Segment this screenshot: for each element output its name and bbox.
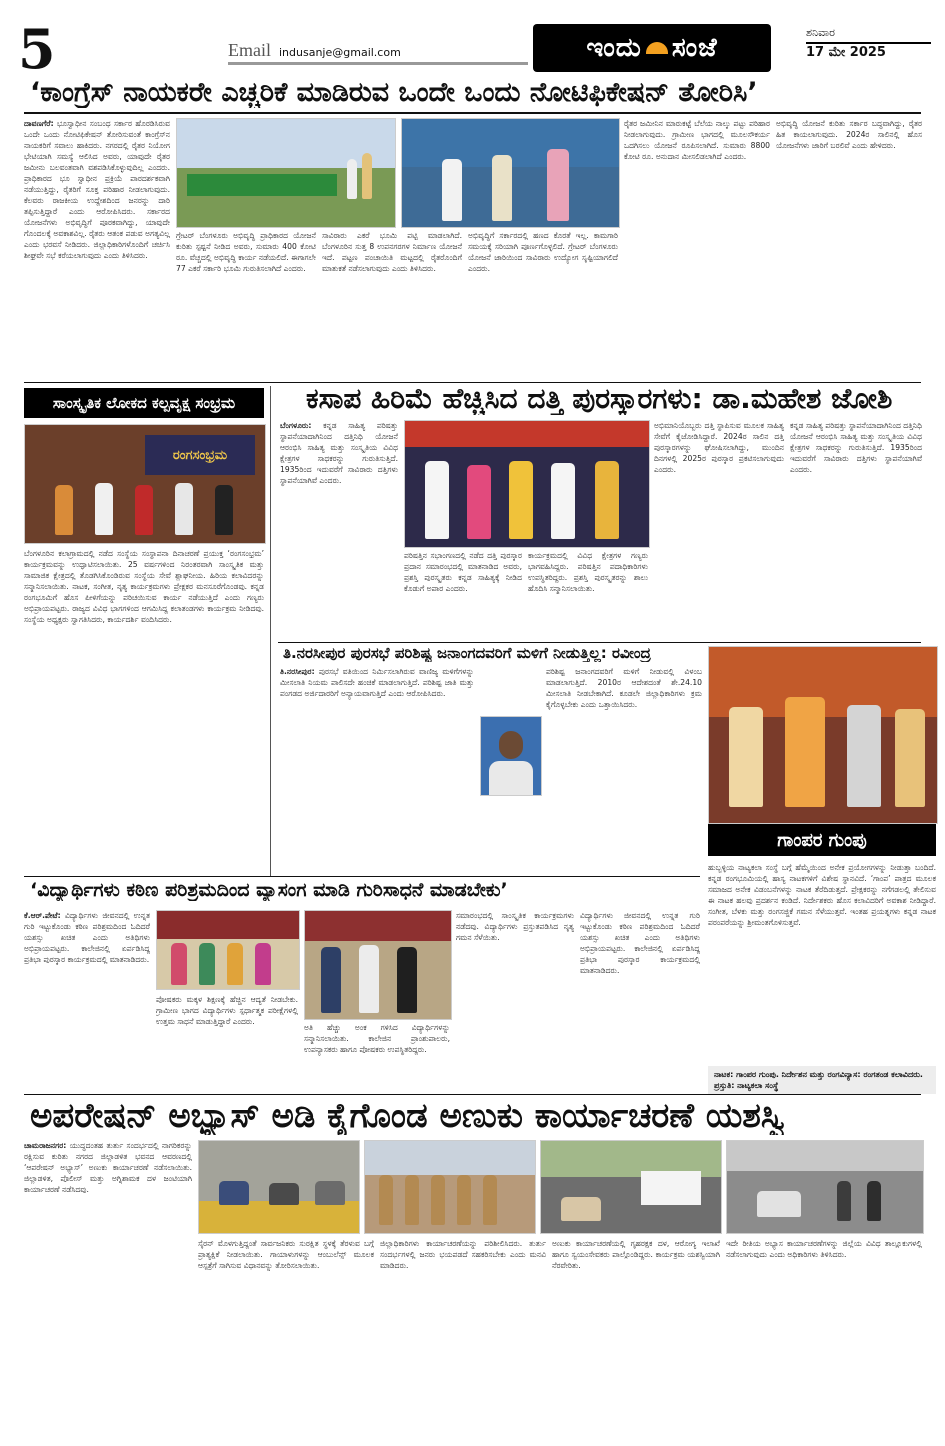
newspaper-logo bbox=[533, 24, 771, 72]
headline-kalpavruksha: ಸಾಂಸ್ಕೃತಿಕ ಲೋಕದ ಕಲ್ಪವೃಕ್ಷ ಸಂಭ್ರಮ bbox=[24, 388, 264, 418]
person-figure bbox=[171, 943, 187, 985]
congress-text-1: ಭೂಸ್ವಾಧೀನ ಸಂಬಂಧ ಸರ್ಕಾರ ಹೊರಡಿಸಿರುವ ಒಂದೇ ಒಂದು ನೋಟಿಫಿಕೇಷನ್ ತೋರಿಸುವಂತೆ ಕಾಂಗ್ರೆಸ್‌ನ ನಾಯಕರಿಗೆ ಸವಾಲು ಹಾಕಿದರು. ನಗರದಲ್ಲಿ ರೈತರ ನಿಯೋಗ ಭೇಟಿಯಾಗಿ ಸಮಸ್ಯೆ ಆಲಿಸಿದ ಅವರು, ಯಾವುದೇ ರೈತರ ಜಮೀನು ಬಲವಂತವಾಗಿ ವಶಪಡಿಸಿಕೊಳ್ಳುವುದಿಲ್ಲ ಎಂದರು. ಪ್ರಾಧಿಕಾರದ ಭೂ ಸ್ವಾಧೀನ ಪ್ರಕ್ರಿಯೆ ಪಾರದರ್ಶಕವಾಗಿ ನಡೆಯುತ್ತಿದ್ದು, ರೈತರಿಗೆ ಸೂಕ್ತ ಪರಿಹಾರ ನೀಡಲಾಗುವುದು. ಕೆಲವರು ರಾಜಕೀಯ ಉದ್ದೇಶದಿಂದ ಜನರನ್ನು ದಾರಿ ತಪ್ಪಿಸುತ್ತಿದ್ದಾರೆ ಎಂದು ಆರೋಪಿಸಿದರು. ಸರ್ಕಾರದ ಯೋಜನೆಗಳು ಅಭಿವೃದ್ಧಿಗೆ ಪೂರಕವಾಗಿದ್ದು, ಯಾವುದೇ ಗೊಂದಲಕ್ಕೆ ಅವಕಾಶವಿಲ್ಲ. ರೈತರು ಆತಂಕ ಪಡುವ ಅಗತ್ಯವಿಲ್ಲ ಎಂದು ಭರವಸೆ ನೀಡಿದರು. ಜಿಲ್ಲಾಧಿಕಾರಿಗಳೊಂದಿಗೆ ಚರ್ಚಿಸಿ ಶೀಘ್ರವೇ ಸಭೆ ಕರೆಯಲಾಗುವುದು ಎಂದು ತಿಳಿಸಿದರು. bbox=[24, 119, 170, 260]
police-figure bbox=[431, 1175, 445, 1225]
police-figure bbox=[405, 1175, 419, 1225]
operation-col-5: ಇದೇ ರೀತಿಯ ಅಭ್ಯಾಸ ಕಾರ್ಯಾಚರಣೆಗಳನ್ನು ಜಿಲ್ಲೆಯ ವಿವಿಧ ತಾಲ್ಲೂಕುಗಳಲ್ಲಿ ನಡೆಸಲಾಗುವುದು ಎಂದು ಅಧಿಕಾರಿಗಳು ತಿಳಿಸಿದರು. bbox=[726, 1239, 922, 1259]
gampara-play-photo bbox=[708, 646, 938, 824]
headline-operation: ಅಪರೇಷನ್ ಅಭ್ಯಾಸ್ ಅಡಿ ಕೈಗೊಂಡ ಅಣುಕು ಕಾರ್ಯಾಚರಣೆ ಯಶಸ್ವಿ bbox=[30, 1098, 786, 1136]
headline-kasapa: ಕಸಾಪ ಹಿರಿಮೆ ಹೆಚ್ಚಿಸಿದ ದತ್ತಿ ಪುರಸ್ಕಾರಗಳು: ಡಾ.ಮಹೇಶ ಜೋಶಿ bbox=[306, 384, 893, 415]
page-number: 5 bbox=[18, 17, 56, 81]
operation-col-1 bbox=[24, 1140, 192, 1440]
operation-col-4: ಅಣುಕು ಕಾರ್ಯಾಚರಣೆಯಲ್ಲಿ ಗೃಹರಕ್ಷಕ ದಳ, ಆರೋಗ್ಯ ಇಲಾಖೆ ಹಾಗೂ ಸ್ವಯಂಸೇವಕರು ಪಾಲ್ಗೊಂಡಿದ್ದರು. ಕಾರ್ಯಕ್ರಮ ಯಶಸ್ವಿಯಾಗಿ ನೆರವೇರಿತು. bbox=[552, 1239, 720, 1270]
divider bbox=[24, 382, 921, 383]
person-figure bbox=[425, 461, 449, 539]
vidyarthi-col-1 bbox=[24, 910, 150, 1094]
person-figure bbox=[219, 1181, 249, 1205]
kasapa-text-1: ಕನ್ನಡ ಸಾಹಿತ್ಯ ಪರಿಷತ್ತು ಸ್ಥಾಪನೆಯಾದಾಗಿನಿಂದ ದತ್ತಿನಿಧಿ ಯೋಜನೆ ಆರಂಭಿಸಿ ಸಾಹಿತ್ಯ ಮತ್ತು ಸಂಸ್ಕೃತಿಯ ವಿವಿಧ ಕ್ಷೇತ್ರಗಳ ಸಾಧಕರನ್ನು ಗುರುತಿಸುತ್ತಿದೆ. 1935ರಿಂದ ಇದುವರೆಗೆ ಸಾವಿರಾರು ದತ್ತಿಗಳು ಸ್ಥಾಪನೆಯಾಗಿವೆ ಎಂದರು. bbox=[280, 421, 398, 485]
headline-narasipura: ತಿ.ನರಸೀಪುರ ಪುರಸಭೆ ಪರಿಶಿಷ್ಟ ಜನಾಂಗದವರಿಗೆ ಮಳಿಗೆ ನೀಡುತ್ತಿಲ್ಲ: ರವೀಂದ್ರ bbox=[283, 645, 651, 662]
actor-figure bbox=[847, 705, 881, 807]
headline-congress: ‘ಕಾಂಗ್ರೆಸ್ ನಾಯಕರೇ ಎಚ್ಚರಿಕೆ ಮಾಡಿರುವ ಒಂದೇ ಒಂದು ನೋಟಿಫಿಕೇಷನ್ ತೋರಿಸಿ’ bbox=[30, 78, 758, 108]
congress-col-6: ಅಭಿವೃದ್ಧಿ ಯೋಜನೆ ಕುರಿತು ಸರ್ಕಾರ ಬದ್ಧವಾಗಿದ್ದು, ರೈತರ ಹಿತ ಕಾಯಲಾಗುವುದು. 2024ರ ಸಾಲಿನಲ್ಲಿ ಹೊಸ ಯೋಜನೆಗಳು ಜಾರಿಗೆ ಬರಲಿವೆ ಎಂದು ಹೇಳಿದರು. bbox=[776, 119, 922, 150]
gampara-text: ಹುಬ್ಬಳ್ಳಿಯ ನಾಟ್ಯಕಲಾ ಸಂಸ್ಥೆ ಬಗ್ಗೆ ಹೆಮ್ಮೆಯಿಂದ ಅನೇಕ ಪ್ರಯೋಗಗಳನ್ನು ನೀಡುತ್ತಾ ಬಂದಿದೆ. ಕನ್ನಡ ರಂಗಭೂಮಿಯಲ್ಲಿ ಹಾಸ್ಯ ನಾಟಕಗಳಿಗೆ ವಿಶೇಷ ಸ್ಥಾನವಿದೆ. ‘ಗಾಂಪ’ ಪಾತ್ರದ ಮೂಲಕ ಸಮಾಜದ ಅನೇಕ ವಿಡಂಬನೆಗಳನ್ನು ನಾಟಕ ತೆರೆದಿಡುತ್ತದೆ. ಪ್ರೇಕ್ಷಕರನ್ನು ನಗೆಗಡಲಲ್ಲಿ ತೇಲಿಸುವ ಈ ನಾಟಕ ಹಲವು ಪ್ರದರ್ಶನ ಕಂಡಿದೆ. ನಿರ್ದೇಶಕರು ಹೊಸ ಕಲಾವಿದರಿಗೆ ಅವಕಾಶ ನೀಡಿದ್ದಾರೆ. ಸಂಗೀತ, ಬೆಳಕು ಮತ್ತು ರಂಗಸಜ್ಜಿಕೆ ಗಮನ ಸೆಳೆಯುತ್ತವೆ. ಇಂತಹ ಪ್ರಯತ್ನಗಳು ಕನ್ನಡ ನಾಟಕ ಪರಂಪರೆಯನ್ನು ಶ್ರೀಮಂತಗೊಳಿಸುತ್ತವೆ. bbox=[708, 863, 936, 927]
dateline: ಬೆಂಗಳೂರು: bbox=[280, 421, 312, 430]
person-figure bbox=[347, 159, 357, 199]
congress-col-4: ಅಭಿವೃದ್ಧಿಗೆ ಸರ್ಕಾರದಲ್ಲಿ ಹಣದ ಕೊರತೆ ಇಲ್ಲ. ಕಾಮಗಾರಿ ಸಮಯಕ್ಕೆ ಸರಿಯಾಗಿ ಪೂರ್ಣಗೊಳ್ಳಲಿದೆ. ಗ್ರೇಟರ್ ಬೆಂಗಳೂರು ಯೋಜನೆ ಜಾರಿಯಿಂದ ಸಾವಿರಾರು ಉದ್ಯೋಗ ಸೃಷ್ಟಿಯಾಗಲಿದೆ ಎಂದರು. bbox=[468, 231, 618, 273]
vidyarthi-guests-photo bbox=[304, 910, 452, 1020]
person-figure bbox=[321, 947, 341, 1013]
operation-col-3: ಜಿಲ್ಲಾಧಿಕಾರಿಗಳು ಕಾರ್ಯಾಚರಣೆಯನ್ನು ಪರಿಶೀಲಿಸಿದರು. ತುರ್ತು ಸಂದರ್ಭಗಳಲ್ಲಿ ಜನರು ಭಯಪಡದೆ ಸಹಕರಿಸಬೇಕು ಎಂದು ಮನವಿ ಮಾಡಿದರು. bbox=[380, 1239, 546, 1270]
ground-mats bbox=[199, 1201, 359, 1233]
person-figure bbox=[227, 943, 243, 985]
column-divider bbox=[270, 386, 271, 876]
vidyarthi-group-photo bbox=[156, 910, 300, 990]
congress-col-3: ಸಾವಿರಾರು ಎಕರೆ ಭೂಮಿ ಪಟ್ಟಿ ಮಾಡಲಾಗಿದೆ. ಬೆಂಗಳೂರಿನ ಸುತ್ತ 8 ಉಪನಗರಗಳ ನಿರ್ಮಾಣ ಯೋಜನೆ ಇದೆ. ಪಟ್ಟಣ ಪಂಚಾಯಿತಿ ಮಟ್ಟದಲ್ಲಿ ರೈತರೊಂದಿಗೆ ಮಾತುಕತೆ ನಡೆಸಲಾಗುವುದು ಎಂದು ತಿಳಿಸಿದರು. bbox=[322, 231, 462, 273]
email-label: Email bbox=[228, 40, 271, 60]
kasapa-col-5: ಕನ್ನಡ ಸಾಹಿತ್ಯ ಪರಿಷತ್ತು ಸ್ಥಾಪನೆಯಾದಾಗಿನಿಂದ ದತ್ತಿನಿಧಿ ಯೋಜನೆ ಆರಂಭಿಸಿ ಸಾಹಿತ್ಯ ಮತ್ತು ಸಂಸ್ಕೃತಿಯ ವಿವಿಧ ಕ್ಷೇತ್ರಗಳ ಸಾಧಕರನ್ನು ಗುರುತಿಸುತ್ತಿದೆ. 1935ರಿಂದ ಇದುವರೆಗೆ ಸಾವಿರಾರು ದತ್ತಿಗಳು ಸ್ಥಾಪನೆಯಾಗಿವೆ ಎಂದರು. bbox=[790, 421, 922, 474]
photo-sky bbox=[365, 1141, 535, 1175]
stage-banner bbox=[157, 911, 299, 939]
headline-gampara: ಗಾಂಪರ ಗುಂಪು bbox=[708, 824, 936, 856]
person-figure bbox=[547, 149, 569, 221]
photo-building bbox=[727, 1141, 923, 1171]
vidyarthi-col-5: ವಿದ್ಯಾರ್ಥಿಗಳು ಜೀವನದಲ್ಲಿ ಉನ್ನತ ಗುರಿ ಇಟ್ಟುಕೊಂಡು ಕಠಿಣ ಪರಿಶ್ರಮದಿಂದ ಓದಿದರೆ ಯಶಸ್ಸು ಖಚಿತ ಎಂದು ಅತಿಥಿಗಳು ಅಭಿಪ್ರಾಯಪಟ್ಟರು. ಕಾಲೇಜಿನಲ್ಲಿ ಏರ್ಪಡಿಸಿದ್ದ ಪ್ರತಿಭಾ ಪುರಸ್ಕಾರ ಕಾರ್ಯಕ್ರಮದಲ್ಲಿ ಮಾತನಾಡಿದರು. bbox=[580, 911, 700, 975]
shirt bbox=[489, 761, 533, 795]
casualty-figure bbox=[561, 1197, 601, 1221]
logo-right: ಸಂಜೆ bbox=[671, 32, 718, 63]
dateline: ತಿ.ನರಸೀಪುರ: bbox=[280, 667, 315, 676]
police-figure bbox=[379, 1175, 393, 1225]
vidyarthi-col-4: ಸಮಾರಂಭದಲ್ಲಿ ಸಾಂಸ್ಕೃತಿಕ ಕಾರ್ಯಕ್ರಮಗಳು ನಡೆದವು. ವಿದ್ಯಾರ್ಥಿಗಳು ಪ್ರಸ್ತುತಪಡಿಸಿದ ನೃತ್ಯ ಗಮನ ಸೆಳೆಯಿತು. bbox=[456, 911, 574, 942]
kasapa-col-2: ಪರಿಷತ್ತಿನ ಸಭಾಂಗಣದಲ್ಲಿ ನಡೆದ ದತ್ತಿ ಪುರಸ್ಕಾರ ಪ್ರದಾನ ಸಮಾರಂಭದಲ್ಲಿ ಮಾತನಾಡಿದ ಅವರು, ಪ್ರಶಸ್ತಿ ಪುರಸ್ಕೃತರು ಕನ್ನಡ ಸಾಹಿತ್ಯಕ್ಕೆ ನೀಡಿದ ಕೊಡುಗೆ ಅಪಾರ ಎಂದರು. bbox=[404, 551, 522, 593]
stage-banner: ರಂಗಸಂಭ್ರಮ bbox=[145, 435, 255, 475]
person-figure bbox=[509, 461, 533, 539]
divider bbox=[24, 876, 700, 877]
narasipura-col-2: ಪರಿಶಿಷ್ಟ ಜನಾಂಗದವರಿಗೆ ಮಳಿಗೆ ನೀಡುವಲ್ಲಿ ವಿಳಂಬ ಮಾಡಲಾಗುತ್ತಿದೆ. 2010ರ ಆದೇಶದಂತೆ ಶೇ.24.10 ಮೀಸಲಾತಿ ನೀಡಬೇಕಾಗಿದೆ. ಕೂಡಲೇ ಜಿಲ್ಲಾಧಿಕಾರಿಗಳು ಕ್ರಮ ಕೈಗೊಳ್ಳಬೇಕು ಎಂದು ಒತ್ತಾಯಿಸಿದರು. bbox=[546, 667, 702, 709]
sun-icon bbox=[646, 42, 668, 54]
person-figure bbox=[55, 485, 73, 535]
protest-banner bbox=[187, 174, 337, 196]
person-figure bbox=[867, 1181, 881, 1221]
date-box bbox=[806, 26, 931, 60]
congress-event-photo bbox=[401, 118, 620, 228]
person-figure bbox=[199, 943, 215, 985]
person-figure bbox=[467, 465, 491, 539]
kasapa-col-1 bbox=[280, 420, 398, 640]
actor-figure bbox=[729, 707, 763, 807]
operation-col-2: ಸೈರನ್ ಮೊಳಗುತ್ತಿದ್ದಂತೆ ಸಾರ್ವಜನಿಕರು ಸುರಕ್ಷಿತ ಸ್ಥಳಕ್ಕೆ ತೆರಳುವ ಬಗ್ಗೆ ಪ್ರಾತ್ಯಕ್ಷಿಕೆ ನೀಡಲಾಯಿತು. ಗಾಯಾಳುಗಳನ್ನು ಆಂಬುಲೆನ್ಸ್ ಮೂಲಕ ಆಸ್ಪತ್ರೆಗೆ ಸಾಗಿಸುವ ವಿಧಾನವನ್ನು ತೋರಿಸಲಾಯಿತು. bbox=[198, 1239, 374, 1270]
police-figure bbox=[457, 1175, 471, 1225]
logo-left: ಇಂದು bbox=[586, 32, 642, 63]
email-rule bbox=[228, 62, 528, 65]
congress-col-1 bbox=[24, 118, 170, 380]
divider bbox=[24, 112, 921, 114]
actor-figure bbox=[895, 709, 925, 807]
kasapa-col-3: ಕಾರ್ಯಕ್ರಮದಲ್ಲಿ ವಿವಿಧ ಕ್ಷೇತ್ರಗಳ ಗಣ್ಯರು ಭಾಗವಹಿಸಿದ್ದರು. ಪರಿಷತ್ತಿನ ಪದಾಧಿಕಾರಿಗಳು ಉಪಸ್ಥಿತರಿದ್ದರು. ಪ್ರಶಸ್ತಿ ಪುರಸ್ಕೃತರನ್ನು ಶಾಲು ಹೊದಿಸಿ ಸನ್ಮಾನಿಸಲಾಯಿತು. bbox=[528, 551, 648, 593]
person-figure bbox=[837, 1181, 851, 1221]
congress-rally-photo bbox=[176, 118, 396, 228]
kalpavruksha-stage-photo bbox=[24, 424, 266, 544]
drill-photo-4 bbox=[726, 1140, 924, 1234]
weekday: ಶನಿವಾರ bbox=[806, 26, 835, 39]
person-figure bbox=[397, 947, 417, 1013]
kalpavruksha-text: ಬೆಂಗಳೂರಿನ ಕಲಾಗ್ರಾಮದಲ್ಲಿ ನಡೆದ ಸಂಸ್ಥೆಯ ಸಂಸ್ಥಾಪನಾ ದಿನಾಚರಣೆ ಪ್ರಯುಕ್ತ ‘ರಂಗಸಂಭ್ರಮ’ ಕಾರ್ಯಕ್ರಮವನ್ನು ಉದ್ಘಾಟಿಸಲಾಯಿತು. 25 ವರ್ಷಗಳಿಂದ ನಿರಂತರವಾಗಿ ಸಾಂಸ್ಕೃತಿಕ ಮತ್ತು ಸಾಮಾಜಿಕ ಕ್ಷೇತ್ರದಲ್ಲಿ ತೊಡಗಿಸಿಕೊಂಡಿರುವ ಸಂಸ್ಥೆಯ ಸೇವೆ ಶ್ಲಾಘನೀಯ. ಹಿರಿಯ ಕಲಾವಿದರನ್ನು ಸನ್ಮಾನಿಸಲಾಯಿತು. ನಾಟಕ, ಸಂಗೀತ, ನೃತ್ಯ ಕಾರ್ಯಕ್ರಮಗಳು ಪ್ರೇಕ್ಷಕರ ಮನಸೂರೆಗೊಂಡವು. ಕನ್ನಡ ರಂಗಭೂಮಿಗೆ ಹೊಸ ಪೀಳಿಗೆಯನ್ನು ಪರಿಚಯಿಸುವ ಕಾರ್ಯ ನಡೆಯುತ್ತಿದೆ ಎಂದು ಗಣ್ಯರು ಅಭಿಪ್ರಾಯಪಟ್ಟರು. ರಾಜ್ಯದ ವಿವಿಧ ಭಾಗಗಳಿಂದ ಆಗಮಿಸಿದ್ದ ಕಲಾತಂಡಗಳು ಕಾರ್ಯಕ್ರಮ ನೀಡಿದವು. ಸಂಸ್ಥೆಯ ಅಧ್ಯಕ್ಷರು ಸ್ವಾಗತಿಸಿದರು, ಕಾರ್ಯದರ್ಶಿ ವಂದಿಸಿದರು. bbox=[24, 549, 264, 624]
dateline: ಚಾಮರಾಜನಗರ: bbox=[24, 1141, 67, 1150]
headline-vidyarthi: ‘ವಿದ್ಯಾರ್ಥಿಗಳು ಕಠಿಣ ಪರಿಶ್ರಮದಿಂದ ವ್ಯಾಸಂಗ ಮಾಡಿ ಗುರಿಸಾಧನೆ ಮಾಡಬೇಕು’ bbox=[30, 880, 508, 901]
drill-photo-2 bbox=[364, 1140, 536, 1234]
face bbox=[499, 731, 523, 759]
person-figure bbox=[135, 485, 153, 535]
casualty-figure bbox=[757, 1191, 801, 1217]
divider bbox=[24, 1094, 921, 1095]
person-figure bbox=[215, 485, 233, 535]
congress-col-5: ರೈತರ ಜಮೀನಿನ ಮಾರುಕಟ್ಟೆ ಬೆಲೆಯ ನಾಲ್ಕು ಪಟ್ಟು ಪರಿಹಾರ ನೀಡಲಾಗುವುದು. ಗ್ರಾಮೀಣ ಭಾಗದಲ್ಲಿ ಮೂಲಸೌಕರ್ಯ ಒದಗಿಸಲು ಯೋಜನೆ ರೂಪಿಸಲಾಗಿದೆ. ಸುಮಾರು 8800 ಕೋಟಿ ರೂ. ಅನುದಾನ ಮೀಸಲಿಡಲಾಗಿದೆ ಎಂದರು. bbox=[624, 119, 770, 161]
person-figure bbox=[95, 483, 113, 535]
person-figure bbox=[175, 483, 193, 535]
person-figure bbox=[492, 155, 512, 221]
email-box bbox=[228, 40, 401, 61]
date-rule bbox=[806, 42, 931, 44]
person-figure bbox=[315, 1181, 345, 1205]
stage-banner bbox=[305, 911, 451, 941]
stage-banner bbox=[405, 421, 649, 447]
person-figure bbox=[255, 943, 271, 985]
congress-col-2: ಗ್ರೇಟರ್ ಬೆಂಗಳೂರು ಅಭಿವೃದ್ಧಿ ಪ್ರಾಧಿಕಾರದ ಯೋಜನೆ ಕುರಿತು ಸ್ಪಷ್ಟನೆ ನೀಡಿದ ಅವರು, ಸುಮಾರು 400 ಕೋಟಿ ರೂ. ವೆಚ್ಚದಲ್ಲಿ ಅಭಿವೃದ್ಧಿ ಕಾರ್ಯ ನಡೆಯಲಿದೆ. ಈಗಾಗಲೇ 77 ಎಕರೆ ಸರ್ಕಾರಿ ಭೂಮಿ ಗುರುತಿಸಲಾಗಿದೆ ಎಂದರು. bbox=[176, 231, 316, 273]
divider bbox=[278, 642, 921, 643]
dateline: ಕೆ.ಆರ್.ಪೇಟೆ: bbox=[24, 911, 61, 920]
vidyarthi-col-3: ಅತಿ ಹೆಚ್ಚು ಅಂಕ ಗಳಿಸಿದ ವಿದ್ಯಾರ್ಥಿಗಳನ್ನು ಸನ್ಮಾನಿಸಲಾಯಿತು. ಕಾಲೇಜಿನ ಪ್ರಾಂಶುಪಾಲರು, ಉಪನ್ಯಾಸಕರು ಹಾಗೂ ಪೋಷಕರು ಉಪಸ್ಥಿತರಿದ್ದರು. bbox=[304, 1023, 450, 1054]
ambulance bbox=[641, 1171, 701, 1205]
email-address[interactable]: indusanje@gmail.com bbox=[279, 46, 401, 59]
person-figure bbox=[442, 159, 462, 221]
narasipura-text-1: ಪುರಸಭೆ ವತಿಯಿಂದ ನಿರ್ಮಿಸಲಾಗಿರುವ ವಾಣಿಜ್ಯ ಮಳಿಗೆಗಳನ್ನು ಮೀಸಲಾತಿ ನಿಯಮ ಪಾಲಿಸದೇ ಹಂಚಿಕೆ ಮಾಡಲಾಗುತ್ತಿದೆ. ಪರಿಶಿಷ್ಟ ಜಾತಿ ಮತ್ತು ಪಂಗಡದ ಅರ್ಜಿದಾರರಿಗೆ ಅನ್ಯಾಯವಾಗುತ್ತಿದೆ ಎಂದು ಆರೋಪಿಸಿದರು. bbox=[280, 667, 474, 698]
gampara-credits: ನಾಟಕ: ಗಾಂಪರ ಗುಂಪು. ನಿರ್ದೇಶನ ಮತ್ತು ರಂಗವಿನ್ಯಾಸ: ರಂಗತಂಡ ಕಲಾವಿದರು. ಪ್ರಸ್ತುತಿ: ನಾಟ್ಯಕಲಾ ಸಂಸ್ಥೆ bbox=[708, 1066, 936, 1094]
person-figure bbox=[359, 945, 379, 1013]
vidyarthi-col-2: ಪೋಷಕರು ಮಕ್ಕಳ ಶಿಕ್ಷಣಕ್ಕೆ ಹೆಚ್ಚಿನ ಆದ್ಯತೆ ನೀಡಬೇಕು. ಗ್ರಾಮೀಣ ಭಾಗದ ವಿದ್ಯಾರ್ಥಿಗಳು ಸ್ಪರ್ಧಾತ್ಮಕ ಪರೀಕ್ಷೆಗಳಲ್ಲಿ ಉತ್ತಮ ಸಾಧನೆ ಮಾಡುತ್ತಿದ್ದಾರೆ ಎಂದರು. bbox=[156, 995, 298, 1026]
vidyarthi-text-1: ವಿದ್ಯಾರ್ಥಿಗಳು ಜೀವನದಲ್ಲಿ ಉನ್ನತ ಗುರಿ ಇಟ್ಟುಕೊಂಡು ಕಠಿಣ ಪರಿಶ್ರಮದಿಂದ ಓದಿದರೆ ಯಶಸ್ಸು ಖಚಿತ ಎಂದು ಅತಿಥಿಗಳು ಅಭಿಪ್ರಾಯಪಟ್ಟರು. ಕಾಲೇಜಿನಲ್ಲಿ ಏರ್ಪಡಿಸಿದ್ದ ಪ್ರತಿಭಾ ಪುರಸ್ಕಾರ ಕಾರ್ಯಕ್ರಮದಲ್ಲಿ ಮಾತನಾಡಿದರು. bbox=[24, 911, 150, 964]
kasapa-col-4: ಅಭಿಮಾನಿಯೊಬ್ಬರು ದತ್ತಿ ಸ್ಥಾಪಿಸುವ ಮೂಲಕ ಸಾಹಿತ್ಯ ಸೇವೆಗೆ ಕೈಜೋಡಿಸಿದ್ದಾರೆ. 2024ರ ಸಾಲಿನ ದತ್ತಿ ಪುರಸ್ಕಾರಗಳನ್ನು ಘೋಷಿಸಲಾಗಿದ್ದು, ಮುಂದಿನ ದಿನಗಳಲ್ಲಿ 2025ರ ಪುರಸ್ಕಾರ ಪ್ರಕಟಿಸಲಾಗುವುದು ಎಂದರು. bbox=[654, 421, 784, 474]
drill-photo-1 bbox=[198, 1140, 360, 1234]
drill-photo-3 bbox=[540, 1140, 722, 1234]
person-figure bbox=[551, 463, 575, 539]
person-figure bbox=[269, 1183, 299, 1205]
actor-figure bbox=[785, 697, 825, 807]
person-figure bbox=[595, 461, 619, 539]
dateline: ದಾವಣಗೆರೆ: bbox=[24, 119, 54, 128]
issue-date: 17 ಮೇ 2025 bbox=[806, 45, 886, 60]
ravindra-portrait bbox=[480, 716, 542, 796]
operation-text-1: ಯುದ್ಧದಂತಹ ತುರ್ತು ಸಂದರ್ಭದಲ್ಲಿ ನಾಗರಿಕರನ್ನು ರಕ್ಷಿಸುವ ಕುರಿತು ನಗರದ ಜಿಲ್ಲಾಡಳಿತ ಭವನದ ಆವರಣದಲ್ಲಿ ‘ಆಪರೇಷನ್ ಅಭ್ಯಾಸ್’ ಅಣುಕು ಕಾರ್ಯಾಚರಣೆ ನಡೆಸಲಾಯಿತು. ಜಿಲ್ಲಾಡಳಿತ, ಪೊಲೀಸ್ ಮತ್ತು ಅಗ್ನಿಶಾಮಕ ದಳ ಜಂಟಿಯಾಗಿ ಕಾರ್ಯಾಚರಣೆ ನಡೆಸಿದವು. bbox=[24, 1141, 192, 1194]
narasipura-col-1 bbox=[280, 666, 474, 874]
police-figure bbox=[483, 1175, 497, 1225]
kasapa-award-photo bbox=[404, 420, 650, 548]
person-figure bbox=[362, 153, 372, 199]
